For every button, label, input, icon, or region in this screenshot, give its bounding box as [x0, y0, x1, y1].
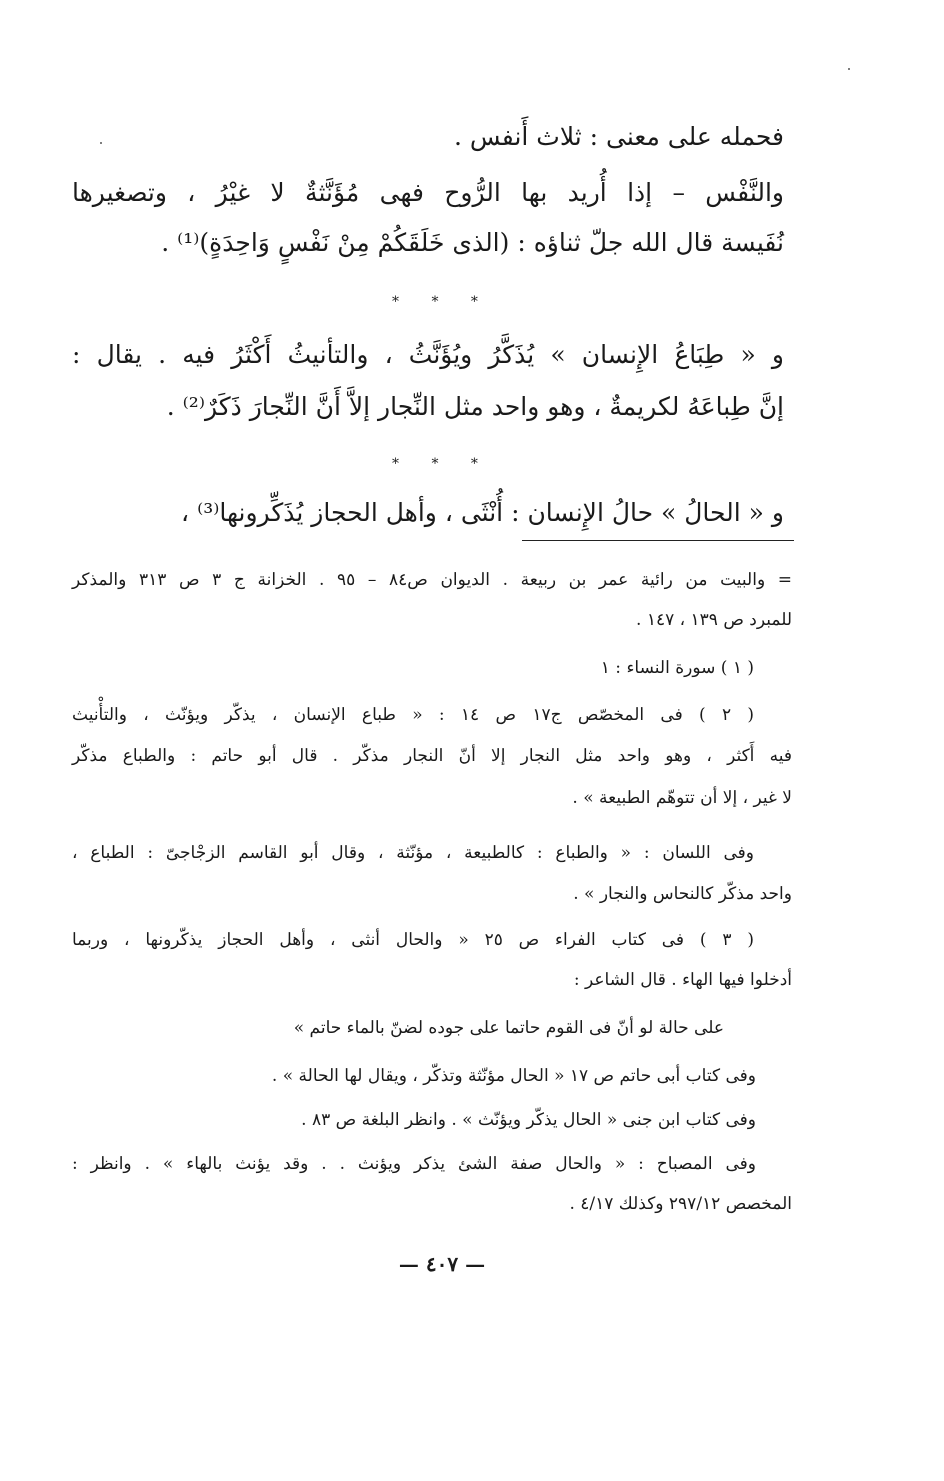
main-text-line-4: و « طِبَاعُ الإِنسان » يُذَكَّرُ ويُؤَنَّثُ ، والتأنيثُ أَكْثَرُ فيه . يقال : [72, 340, 784, 369]
footnote-line-5: فيه أَكثر ، وهو واحد مثل النجار إلا أنّ النجار مذكّر . قال أبو حاتم : والطباع مذكّر [72, 746, 792, 766]
section-separator-2: * * * [392, 456, 492, 472]
footnote-line-4: ( ٢ ) فى المخصّص ج١٧ ص ١٤ : « طباع الإنسان ، يذكّر ويؤنّث ، والتأْنيث [72, 705, 754, 725]
footnote-line-1: = والبيت من رائية عمر بن ربيعة . الديوان ص٨٤ – ٩٥ . الخزانة ج ٣ ص ٣١٣ والمذكر [72, 570, 793, 590]
footnote-verse: على حالة لو أنّ فى القوم حاتما على جوده لضنّ بالماء حاتم » [293, 1018, 724, 1038]
footnote-line-7: وفى اللسان : « والطباع : كالطبيعة ، مؤنّثة ، وقال أبو القاسم الزجْاجىّ : الطباع ، [72, 843, 754, 863]
main-text-line-2: والنَّفْس – إذا أُريد بها الرُّوح فهى مُؤَنَّثةٌ لا غيْرُ ، وتصغيرها [72, 178, 784, 207]
footnote-line-15: المخصص ٢٩٧/١٢ وكذلك ٤/١٧ . [569, 1194, 792, 1214]
main-text-line-6: و « الحالُ » حالُ الإِنسان : أُنْثَى ، وأهل الحجاز يُذَكِّرونها⁽³⁾ ، [181, 498, 784, 527]
footnote-line-3: ( ١ ) سورة النساء : ١ [600, 658, 754, 678]
footnote-rule [522, 540, 794, 541]
footnote-line-9: ( ٣ ) فى كتاب الفراء ص ٢٥ « والحال أنثى ، وأهل الحجاز يذكّرونها ، وربما [72, 930, 754, 950]
footnote-line-13: وفى كتاب ابن جنى « الحال يذكّر ويؤنّث » . وانظر البلغة ص ٨٣ . [301, 1110, 756, 1130]
footnote-line-12: وفى كتاب أبى حاتم ص ١٧ « الحال مؤنّثة وتذكّر ، ويقال لها الحالة » . [271, 1066, 756, 1086]
footnote-line-10: أدخلوا فيها الهاء . قال الشاعر : [573, 970, 792, 990]
scan-speck [100, 142, 102, 144]
main-text-line-1: فحمله على معنى : ثلاث أَنفس . [454, 122, 784, 151]
main-text-line-3: نُفَيسة قال الله جلّ ثناؤه : (الذى خَلَقَكُمْ مِنْ نَفْسٍ وَاحِدَةٍ)⁽¹⁾ . [161, 228, 784, 257]
footnote-line-2: للمبرد ص ١٣٩ ، ١٤٧ . [636, 610, 792, 630]
page-number: — ٤٠٧ — [398, 1252, 486, 1276]
main-text-line-5: إنَّ طِباعَهُ لكريمةٌ ، وهو واحد مثل النِّجار إلاَّ أَنَّ النِّجارَ ذَكَرٌ⁽²⁾ . [166, 392, 784, 421]
footnote-line-8: واحد مذكّر كالنحاس والنجار » . [573, 884, 792, 904]
scan-speck [848, 68, 850, 70]
footnote-line-6: لا غير ، إلا أن تتوهّم الطبيعة » . [572, 788, 792, 808]
section-separator-1: * * * [392, 294, 492, 310]
footnote-line-14: وفى المصباح : « والحال صفة الشئ يذكر ويؤنث . . وقد يؤنث بالهاء » . وانظر : [72, 1154, 756, 1174]
